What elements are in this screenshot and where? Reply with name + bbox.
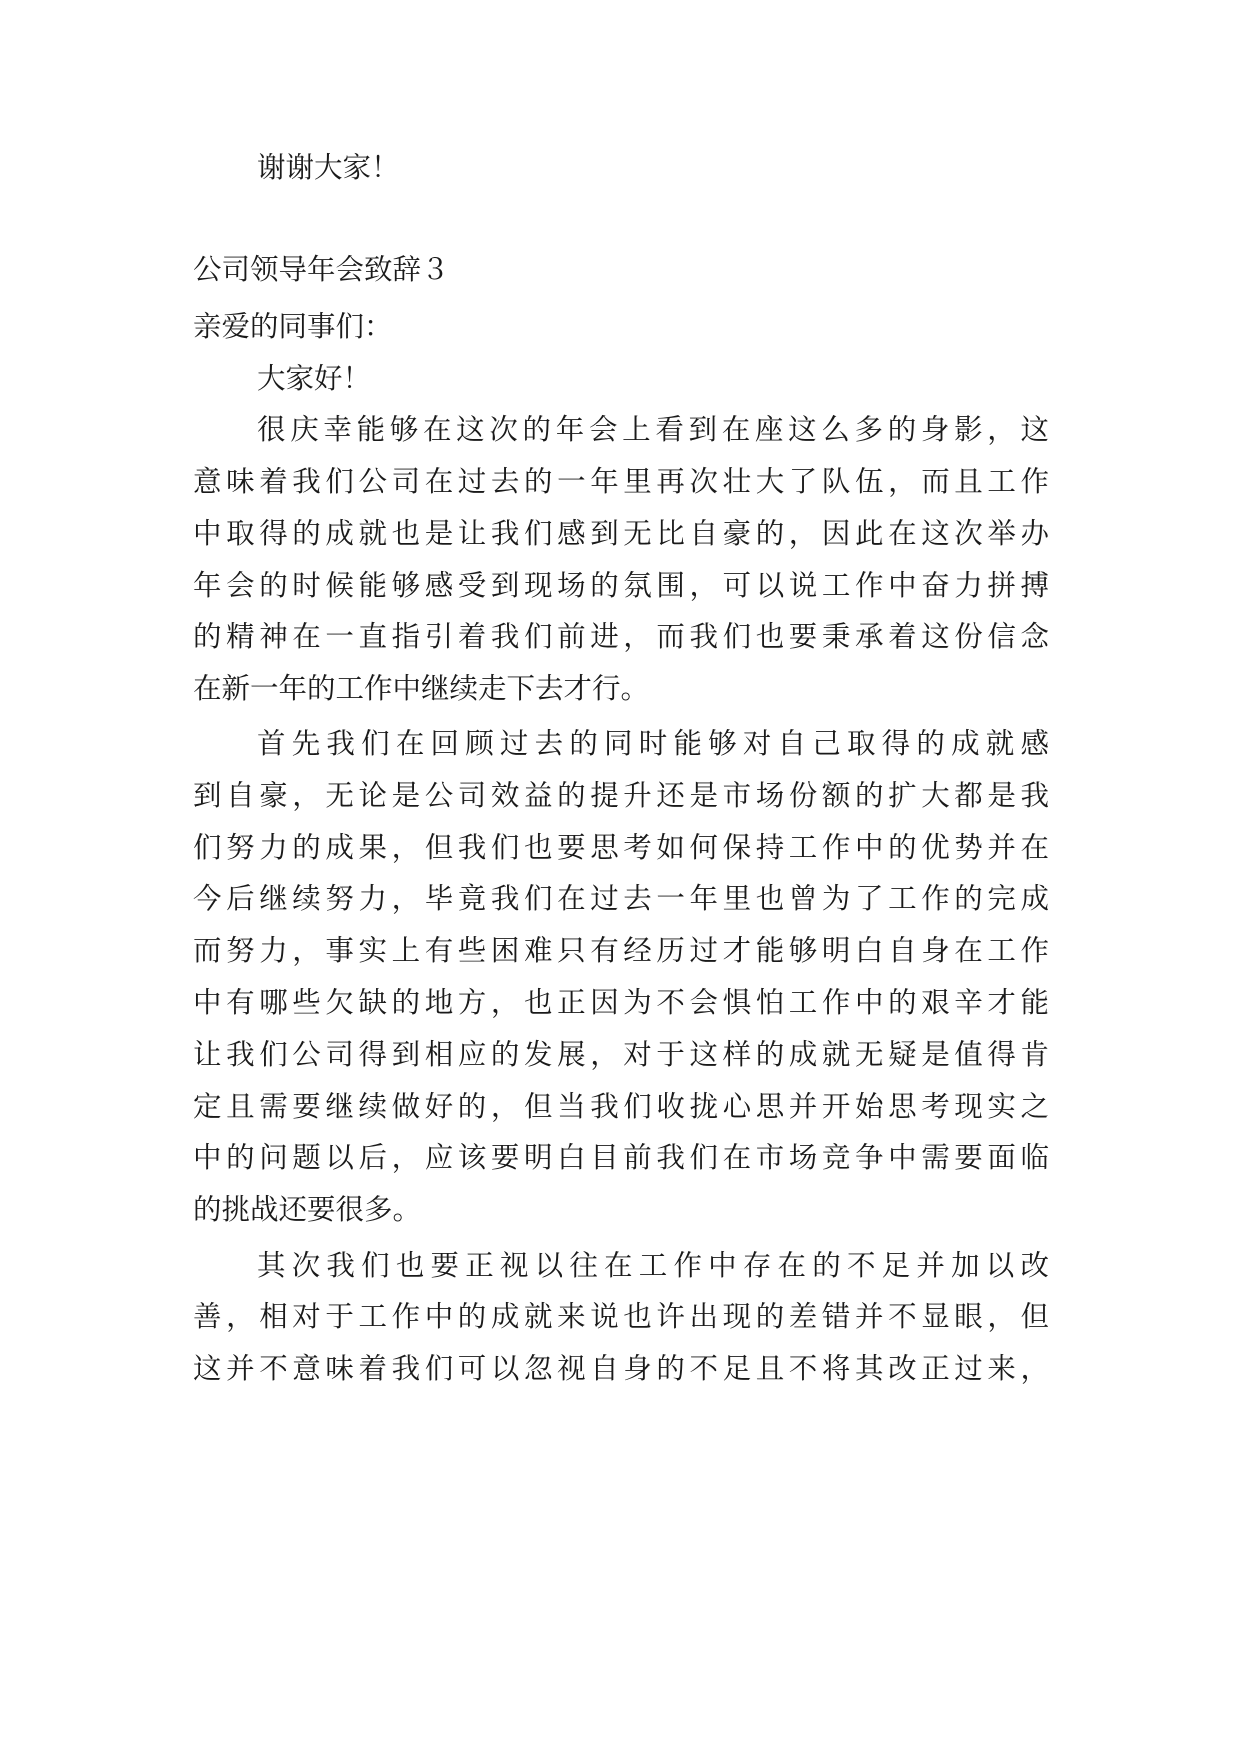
paragraph-2-line-3: 们努力的成果，但我们也要思考如何保持工作中的优势并在	[193, 831, 1049, 864]
paragraph-2-line-10: 的挑战还要很多。	[193, 1193, 422, 1226]
paragraph-2-line-2: 到自豪，无论是公司效益的提升还是市场份额的扩大都是我	[193, 779, 1049, 812]
paragraph-2-line-8: 定且需要继续做好的，但当我们收拢心思并开始思考现实之	[193, 1090, 1049, 1123]
paragraph-1-line-2: 意味着我们公司在过去的一年里再次壮大了队伍，而且工作	[193, 465, 1049, 498]
closing-text: 谢谢大家！	[257, 151, 400, 184]
paragraph-2-line-7: 让我们公司得到相应的发展，对于这样的成就无疑是值得肯	[193, 1038, 1049, 1071]
paragraph-3-line-3: 这并不意味着我们可以忽视自身的不足且不将其改正过来，	[193, 1352, 1049, 1385]
paragraph-2-line-1: 首先我们在回顾过去的同时能够对自己取得的成就感	[257, 727, 1049, 760]
paragraph-2-line-6: 中有哪些欠缺的地方，也正因为不会惧怕工作中的艰辛才能	[193, 986, 1049, 1019]
paragraph-2-line-5: 而努力，事实上有些困难只有经历过才能够明白自身在工作	[193, 934, 1049, 967]
paragraph-3-line-2: 善，相对于工作中的成就来说也许出现的差错并不显眼，但	[193, 1300, 1049, 1333]
paragraph-1-line-5: 的精神在一直指引着我们前进，而我们也要秉承着这份信念	[193, 620, 1049, 653]
paragraph-3-line-1: 其次我们也要正视以往在工作中存在的不足并加以改	[257, 1249, 1049, 1282]
section-title: 公司领导年会致辞３	[193, 253, 450, 286]
paragraph-1-line-6: 在新一年的工作中继续走下去才行。	[193, 672, 650, 705]
paragraph-1-line-3: 中取得的成就也是让我们感到无比自豪的，因此在这次举办	[193, 517, 1049, 550]
salutation: 亲爱的同事们：	[193, 310, 393, 343]
paragraph-1-line-4: 年会的时候能够感受到现场的氛围，可以说工作中奋力拼搏	[193, 569, 1049, 602]
paragraph-1-line-1: 很庆幸能够在这次的年会上看到在座这么多的身影，这	[257, 413, 1049, 446]
paragraph-2-line-4: 今后继续努力，毕竟我们在过去一年里也曾为了工作的完成	[193, 882, 1049, 915]
greeting: 大家好！	[257, 362, 372, 395]
paragraph-2-line-9: 中的问题以后，应该要明白目前我们在市场竞争中需要面临	[193, 1141, 1049, 1174]
